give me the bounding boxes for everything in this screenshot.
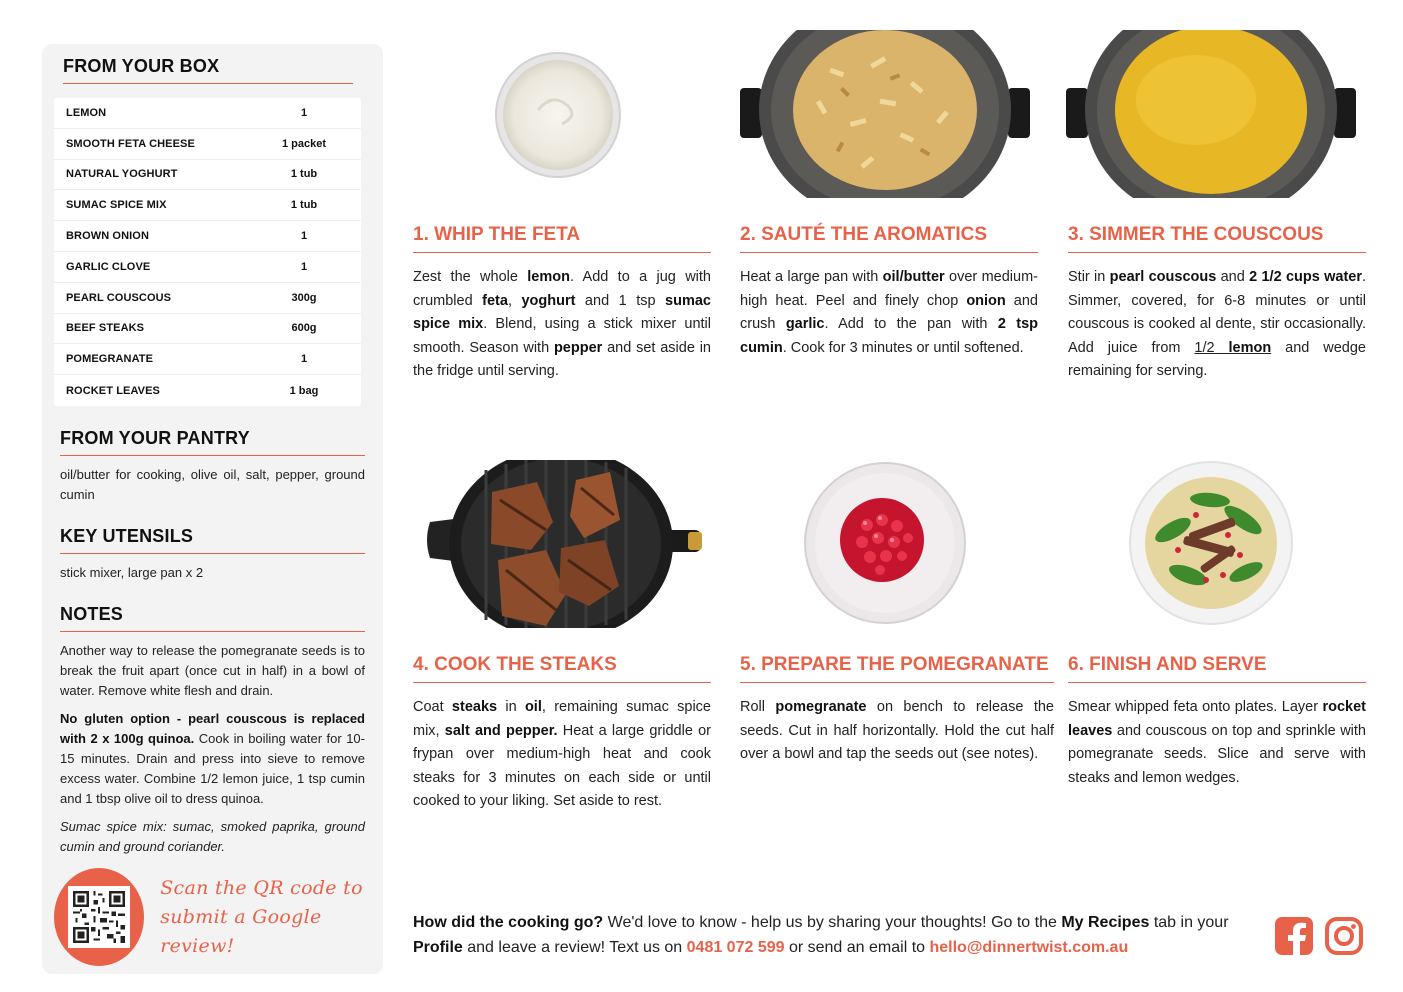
ingredient-qty: 1 xyxy=(300,106,308,119)
profile-link[interactable]: Profile xyxy=(413,939,463,956)
ingredient-row xyxy=(54,98,361,129)
notes-paragraph-3: Sumac spice mix: sumac, smoked paprika, ground cumin and ground coriander. xyxy=(60,818,365,854)
qr-caption-line-1: Scan the QR code to xyxy=(160,876,363,899)
ingredient-name: GARLIC CLOVE xyxy=(66,260,151,273)
ingredient-row xyxy=(54,344,361,375)
ingredient-name: SUMAC SPICE MIX xyxy=(66,199,167,212)
ingredient-qty: 1 bag xyxy=(289,384,319,397)
phone-link[interactable]: 0481 072 599 xyxy=(686,939,785,956)
from-your-box-heading: FROM YOUR BOX xyxy=(63,56,353,84)
footer-text-3: and leave a review! Text us on xyxy=(462,939,687,956)
ingredient-name: PEARL COUSCOUS xyxy=(66,291,172,304)
ingredients-table xyxy=(54,98,361,406)
step-5-body: Roll pomegranate on bench to release the seeds. Cut in half horizontally. Hold the cut half over a bowl and tap the seeds out (see notes). xyxy=(740,699,1054,762)
simmer-couscous-image xyxy=(1066,30,1356,198)
ingredient-row xyxy=(54,314,361,345)
step-4-body: Coat steaks in oil, remaining sumac spice mix, salt and pepper. Heat a large griddle or frypan over medium-high heat and cook steaks for 3 minutes on each side or until cooked to your liking. Set aside to rest. xyxy=(413,699,711,809)
footer-review-text xyxy=(413,910,1263,960)
qr-caption-line-2: submit a Google review! xyxy=(160,905,322,957)
pantry-section xyxy=(60,428,365,505)
from-your-pantry-heading: FROM YOUR PANTRY xyxy=(60,428,365,456)
facebook-icon[interactable] xyxy=(1275,917,1313,955)
ingredient-row xyxy=(54,252,361,283)
ingredient-name: NATURAL YOGHURT xyxy=(66,168,178,181)
ingredient-qty: 600g xyxy=(291,322,317,335)
whipped-feta-image xyxy=(488,45,628,185)
instagram-icon[interactable] xyxy=(1325,917,1363,955)
ingredient-name: POMEGRANATE xyxy=(66,353,154,366)
step-1-title: 1. WHIP THE FETA xyxy=(413,224,711,253)
email-link[interactable]: hello@dinnertwist.com.au xyxy=(929,939,1129,956)
ingredient-row xyxy=(54,375,361,406)
step-5-title: 5. PREPARE THE POMEGRANATE xyxy=(740,654,1054,683)
step-2-body: Heat a large pan with oil/butter over medium-high heat. Peel and finely chop onion and crush garlic. Add to the pan with 2 tsp cumin. Cook for 3 minutes or until softened. xyxy=(740,269,1038,356)
step-6-title: 6. FINISH AND SERVE xyxy=(1068,654,1366,683)
notes-heading: NOTES xyxy=(60,604,365,632)
qr-review[interactable] xyxy=(54,868,383,966)
ingredient-name: BEEF STEAKS xyxy=(66,322,145,335)
saute-aromatics-image xyxy=(740,30,1030,198)
ingredient-row xyxy=(54,190,361,221)
utensils-text: stick mixer, large pan x 2 xyxy=(60,564,204,580)
notes-paragraph-1: Another way to release the pomegranate seeds is to break the fruit apart (once cut in half) in a bowl of water. Remove white flesh and drain. xyxy=(60,642,365,698)
cook-steaks-image xyxy=(426,460,704,628)
ingredient-name: ROCKET LEAVES xyxy=(66,384,160,397)
ingredient-name: SMOOTH FETA CHEESE xyxy=(66,137,195,150)
gluten-option-bold: No gluten option - pearl couscous is replaced with 2 x 100g quinoa. xyxy=(60,710,365,746)
footer-text-4: or send an email to xyxy=(784,939,930,956)
notes-paragraph-2 xyxy=(60,709,365,809)
step-6-body: Smear whipped feta onto plates. Layer rocket leaves and couscous on top and sprinkle with pomegranate seeds. Slice and serve with steaks and lemon wedges. xyxy=(1068,699,1366,786)
ingredient-row xyxy=(54,160,361,191)
pantry-text: oil/butter for cooking, olive oil, salt, pepper, ground cumin xyxy=(60,466,365,502)
utensils-section xyxy=(60,526,365,583)
step-3-title: 3. SIMMER THE COUSCOUS xyxy=(1068,224,1366,253)
ingredient-qty: 1 xyxy=(300,353,308,366)
footer-question: How did the cooking go? xyxy=(413,914,604,931)
ingredient-row xyxy=(54,283,361,314)
notes-section xyxy=(60,604,365,857)
footer-text-1: We'd love to know - help us by sharing your thoughts! Go to the xyxy=(603,914,1062,931)
ingredient-row xyxy=(54,221,361,252)
ingredient-qty: 300g xyxy=(291,291,317,304)
ingredient-qty: 1 xyxy=(300,230,308,243)
ingredient-name: BROWN ONION xyxy=(66,230,149,243)
gluten-option-text: Cook in boiling water for 10-15 minutes. Drain and press into sieve to remove excess water. Combine 1/2 lemon juice, 1 tsp cumin and 1 tbsp olive oil to dress quinoa. xyxy=(60,730,365,806)
qr-badge xyxy=(54,868,144,966)
ingredient-qty: 1 packet xyxy=(281,137,327,150)
pomegranate-bowl-image xyxy=(802,460,968,626)
step-1-body: Zest the whole lemon. Add to a jug with crumbled feta, yoghurt and 1 tsp sumac spice mix. Blend, using a stick mixer until smooth. Season with pepper and set aside in the fridge until serving. xyxy=(413,269,712,379)
ingredient-name: LEMON xyxy=(66,106,107,119)
step-2-title: 2. SAUTÉ THE AROMATICS xyxy=(740,224,1038,253)
footer-text-2: tab in your xyxy=(1149,914,1229,931)
ingredient-qty: 1 xyxy=(300,260,308,273)
sidebar xyxy=(42,44,383,974)
qr-caption xyxy=(160,874,383,961)
my-recipes-link[interactable]: My Recipes xyxy=(1061,914,1150,931)
qr-code-icon[interactable] xyxy=(68,886,130,948)
step-3-body: Stir in pearl couscous and 2 1/2 cups water. Simmer, covered, for 6-8 minutes or until couscous is cooked al dente, stir occasionally. Add juice from 1/2 lemon and wedge remaining for serving. xyxy=(1068,269,1367,379)
finished-dish-image xyxy=(1128,460,1294,626)
ingredient-qty: 1 tub xyxy=(290,168,318,181)
key-utensils-heading: KEY UTENSILS xyxy=(60,526,365,554)
step-4-title: 4. COOK THE STEAKS xyxy=(413,654,711,683)
ingredient-qty: 1 tub xyxy=(290,199,318,212)
ingredient-row xyxy=(54,129,361,160)
